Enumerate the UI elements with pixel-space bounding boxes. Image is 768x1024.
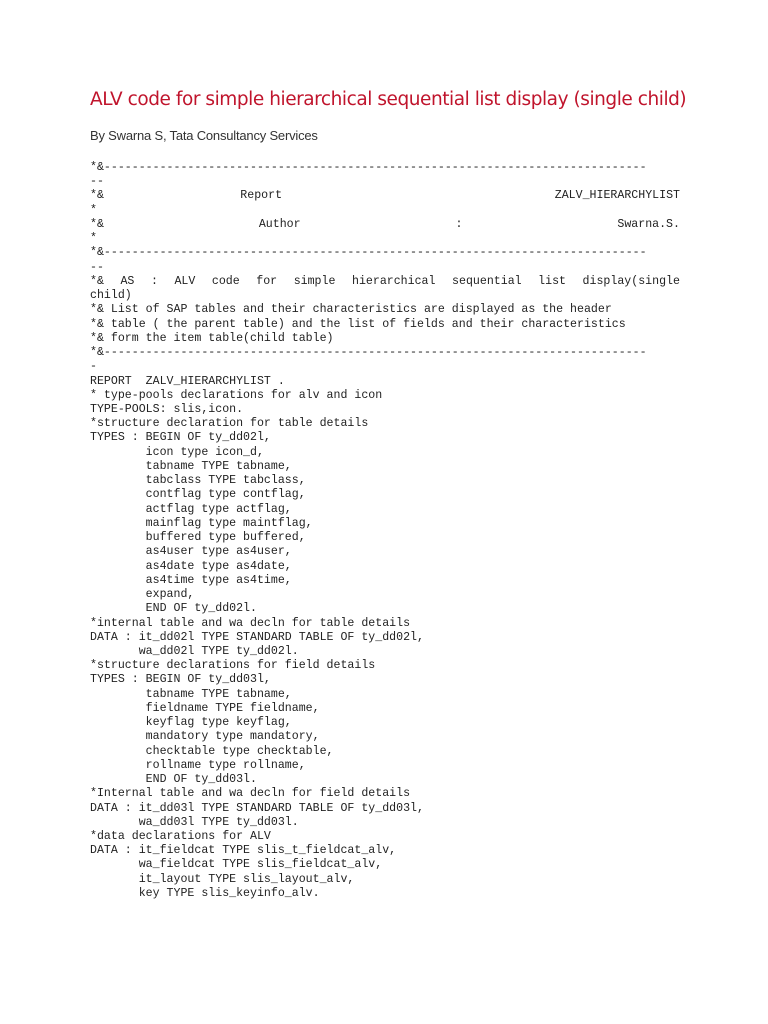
code-line — [90, 175, 680, 189]
code-line — [90, 204, 680, 218]
code-line — [90, 716, 680, 730]
code-token: for — [256, 274, 278, 288]
code-line — [90, 346, 680, 360]
code-token: *& — [90, 189, 104, 203]
code-token: *&------------------------------------------------------------------------------ — [90, 246, 647, 260]
code-token: as4user type as4user, — [90, 545, 292, 559]
code-token: tabname TYPE tabname, — [90, 687, 292, 701]
code-line — [90, 289, 680, 303]
code-line — [90, 261, 680, 275]
code-token: * — [90, 203, 97, 217]
code-token: expand, — [90, 588, 195, 602]
code-line — [90, 787, 680, 801]
code-token: *structure declaration for table details — [90, 417, 369, 431]
code-token: *&------------------------------------------------------------------------------ — [90, 346, 647, 360]
code-token: simple — [293, 274, 336, 288]
code-line — [90, 332, 680, 346]
code-token: ZALV_HIERARCHYLIST — [554, 189, 680, 203]
code-line — [90, 745, 680, 759]
code-line — [90, 545, 680, 559]
code-line — [90, 858, 680, 872]
code-line — [90, 574, 680, 588]
code-token: DATA : it_fieldcat TYPE slis_t_fieldcat_alv, — [90, 844, 397, 858]
author-byline: By Swarna S, Tata Consultancy Services — [90, 128, 318, 143]
code-line — [90, 503, 680, 517]
code-token: TYPE-POOLS: slis,icon. — [90, 402, 244, 416]
code-token: : — [455, 217, 463, 231]
code-line — [90, 246, 680, 260]
code-token: *& table ( the parent table) and the list of fields and their characteristics — [90, 317, 626, 331]
code-token: AS — [120, 274, 135, 288]
code-token: *& form the item table(child table) — [90, 331, 334, 345]
code-line — [90, 517, 680, 531]
code-token: display(single — [582, 274, 680, 288]
code-line — [90, 617, 680, 631]
code-token: as4time type as4time, — [90, 573, 292, 587]
code-token: DATA : it_dd02l TYPE STANDARD TABLE OF ty_dd02l, — [90, 630, 424, 644]
code-token: *data declarations for ALV — [90, 830, 271, 844]
code-listing — [90, 161, 680, 901]
code-token: code — [211, 274, 240, 288]
code-line — [90, 375, 680, 389]
code-token: keyflag type keyflag, — [90, 716, 292, 730]
code-token: *&------------------------------------------------------------------------------ — [90, 161, 647, 174]
code-token: checktable type checktable, — [90, 744, 334, 758]
code-token: TYPES : BEGIN OF ty_dd02l, — [90, 431, 271, 445]
document-title: ALV code for simple hierarchical sequential list display (single child) — [90, 89, 687, 110]
code-token: *structure declarations for field details — [90, 659, 376, 673]
code-line — [90, 887, 680, 901]
code-token: : — [150, 274, 158, 288]
code-line — [90, 232, 680, 246]
code-token: mandatory type mandatory, — [90, 730, 320, 744]
code-token: actflag type actflag, — [90, 502, 292, 516]
code-line — [90, 417, 680, 431]
code-line — [90, 403, 680, 417]
code-token: DATA : it_dd03l TYPE STANDARD TABLE OF ty_dd03l, — [90, 801, 424, 815]
code-token: list — [538, 274, 566, 288]
code-token: tabclass TYPE tabclass, — [90, 474, 306, 488]
code-token: fieldname TYPE fieldname, — [90, 701, 320, 715]
code-line — [90, 844, 680, 858]
code-token: wa_dd03l TYPE ty_dd03l. — [90, 815, 299, 829]
code-line — [90, 688, 680, 702]
code-line — [90, 759, 680, 773]
code-line — [90, 460, 680, 474]
code-line — [90, 303, 680, 317]
code-token: contflag type contflag, — [90, 488, 306, 502]
code-token: ALV — [174, 274, 196, 288]
code-line — [90, 802, 680, 816]
code-token: *Internal table and wa decln for field details — [90, 787, 411, 801]
code-token: it_layout TYPE slis_layout_alv, — [90, 872, 355, 886]
code-line — [90, 161, 680, 175]
code-line — [90, 816, 680, 830]
code-token: buffered type buffered, — [90, 531, 306, 545]
code-line — [90, 645, 680, 659]
code-token: child) — [90, 289, 132, 303]
code-token: END OF ty_dd03l. — [90, 773, 257, 787]
code-line — [90, 631, 680, 645]
code-token: * — [90, 232, 97, 246]
code-token: wa_dd02l TYPE ty_dd02l. — [90, 644, 299, 658]
code-line — [90, 275, 680, 289]
code-token: wa_fieldcat TYPE slis_fieldcat_alv, — [90, 858, 383, 872]
code-line — [90, 873, 680, 887]
code-line — [90, 702, 680, 716]
code-token: *& — [90, 274, 104, 288]
code-token: * type-pools declarations for alv and icon — [90, 388, 383, 402]
code-line — [90, 659, 680, 673]
code-token: tabname TYPE tabname, — [90, 459, 292, 473]
code-line — [90, 830, 680, 844]
code-token: REPORT ZALV_HIERARCHYLIST . — [90, 374, 285, 388]
code-token: TYPES : BEGIN OF ty_dd03l, — [90, 673, 271, 687]
code-line — [90, 773, 680, 787]
code-line — [90, 673, 680, 687]
code-token: mainflag type maintflag, — [90, 516, 313, 530]
code-token: -- — [90, 175, 104, 189]
code-line — [90, 730, 680, 744]
code-token: *& — [90, 217, 104, 231]
code-line — [90, 560, 680, 574]
code-line — [90, 531, 680, 545]
code-line — [90, 446, 680, 460]
code-token: icon type icon_d, — [90, 445, 264, 459]
code-token: rollname type rollname, — [90, 758, 306, 772]
code-line — [90, 431, 680, 445]
code-token: - — [90, 360, 97, 374]
code-line — [90, 488, 680, 502]
code-line — [90, 474, 680, 488]
code-line — [90, 588, 680, 602]
code-line — [90, 189, 680, 203]
code-token: Author — [258, 217, 301, 231]
code-token: sequential — [452, 274, 522, 288]
code-token: *& List of SAP tables and their characteristics are displayed as the header — [90, 303, 612, 317]
code-line — [90, 218, 680, 232]
code-token: Report — [240, 189, 283, 203]
code-token: as4date type as4date, — [90, 559, 292, 573]
code-token: hierarchical — [351, 274, 436, 288]
code-token: *internal table and wa decln for table details — [90, 616, 411, 630]
code-token: Swarna.S. — [617, 217, 680, 231]
code-line — [90, 602, 680, 616]
code-token: -- — [90, 260, 104, 274]
code-line — [90, 360, 680, 374]
code-token: END OF ty_dd02l. — [90, 602, 257, 616]
code-token: key TYPE slis_keyinfo_alv. — [90, 886, 320, 900]
code-line — [90, 389, 680, 403]
code-line — [90, 318, 680, 332]
